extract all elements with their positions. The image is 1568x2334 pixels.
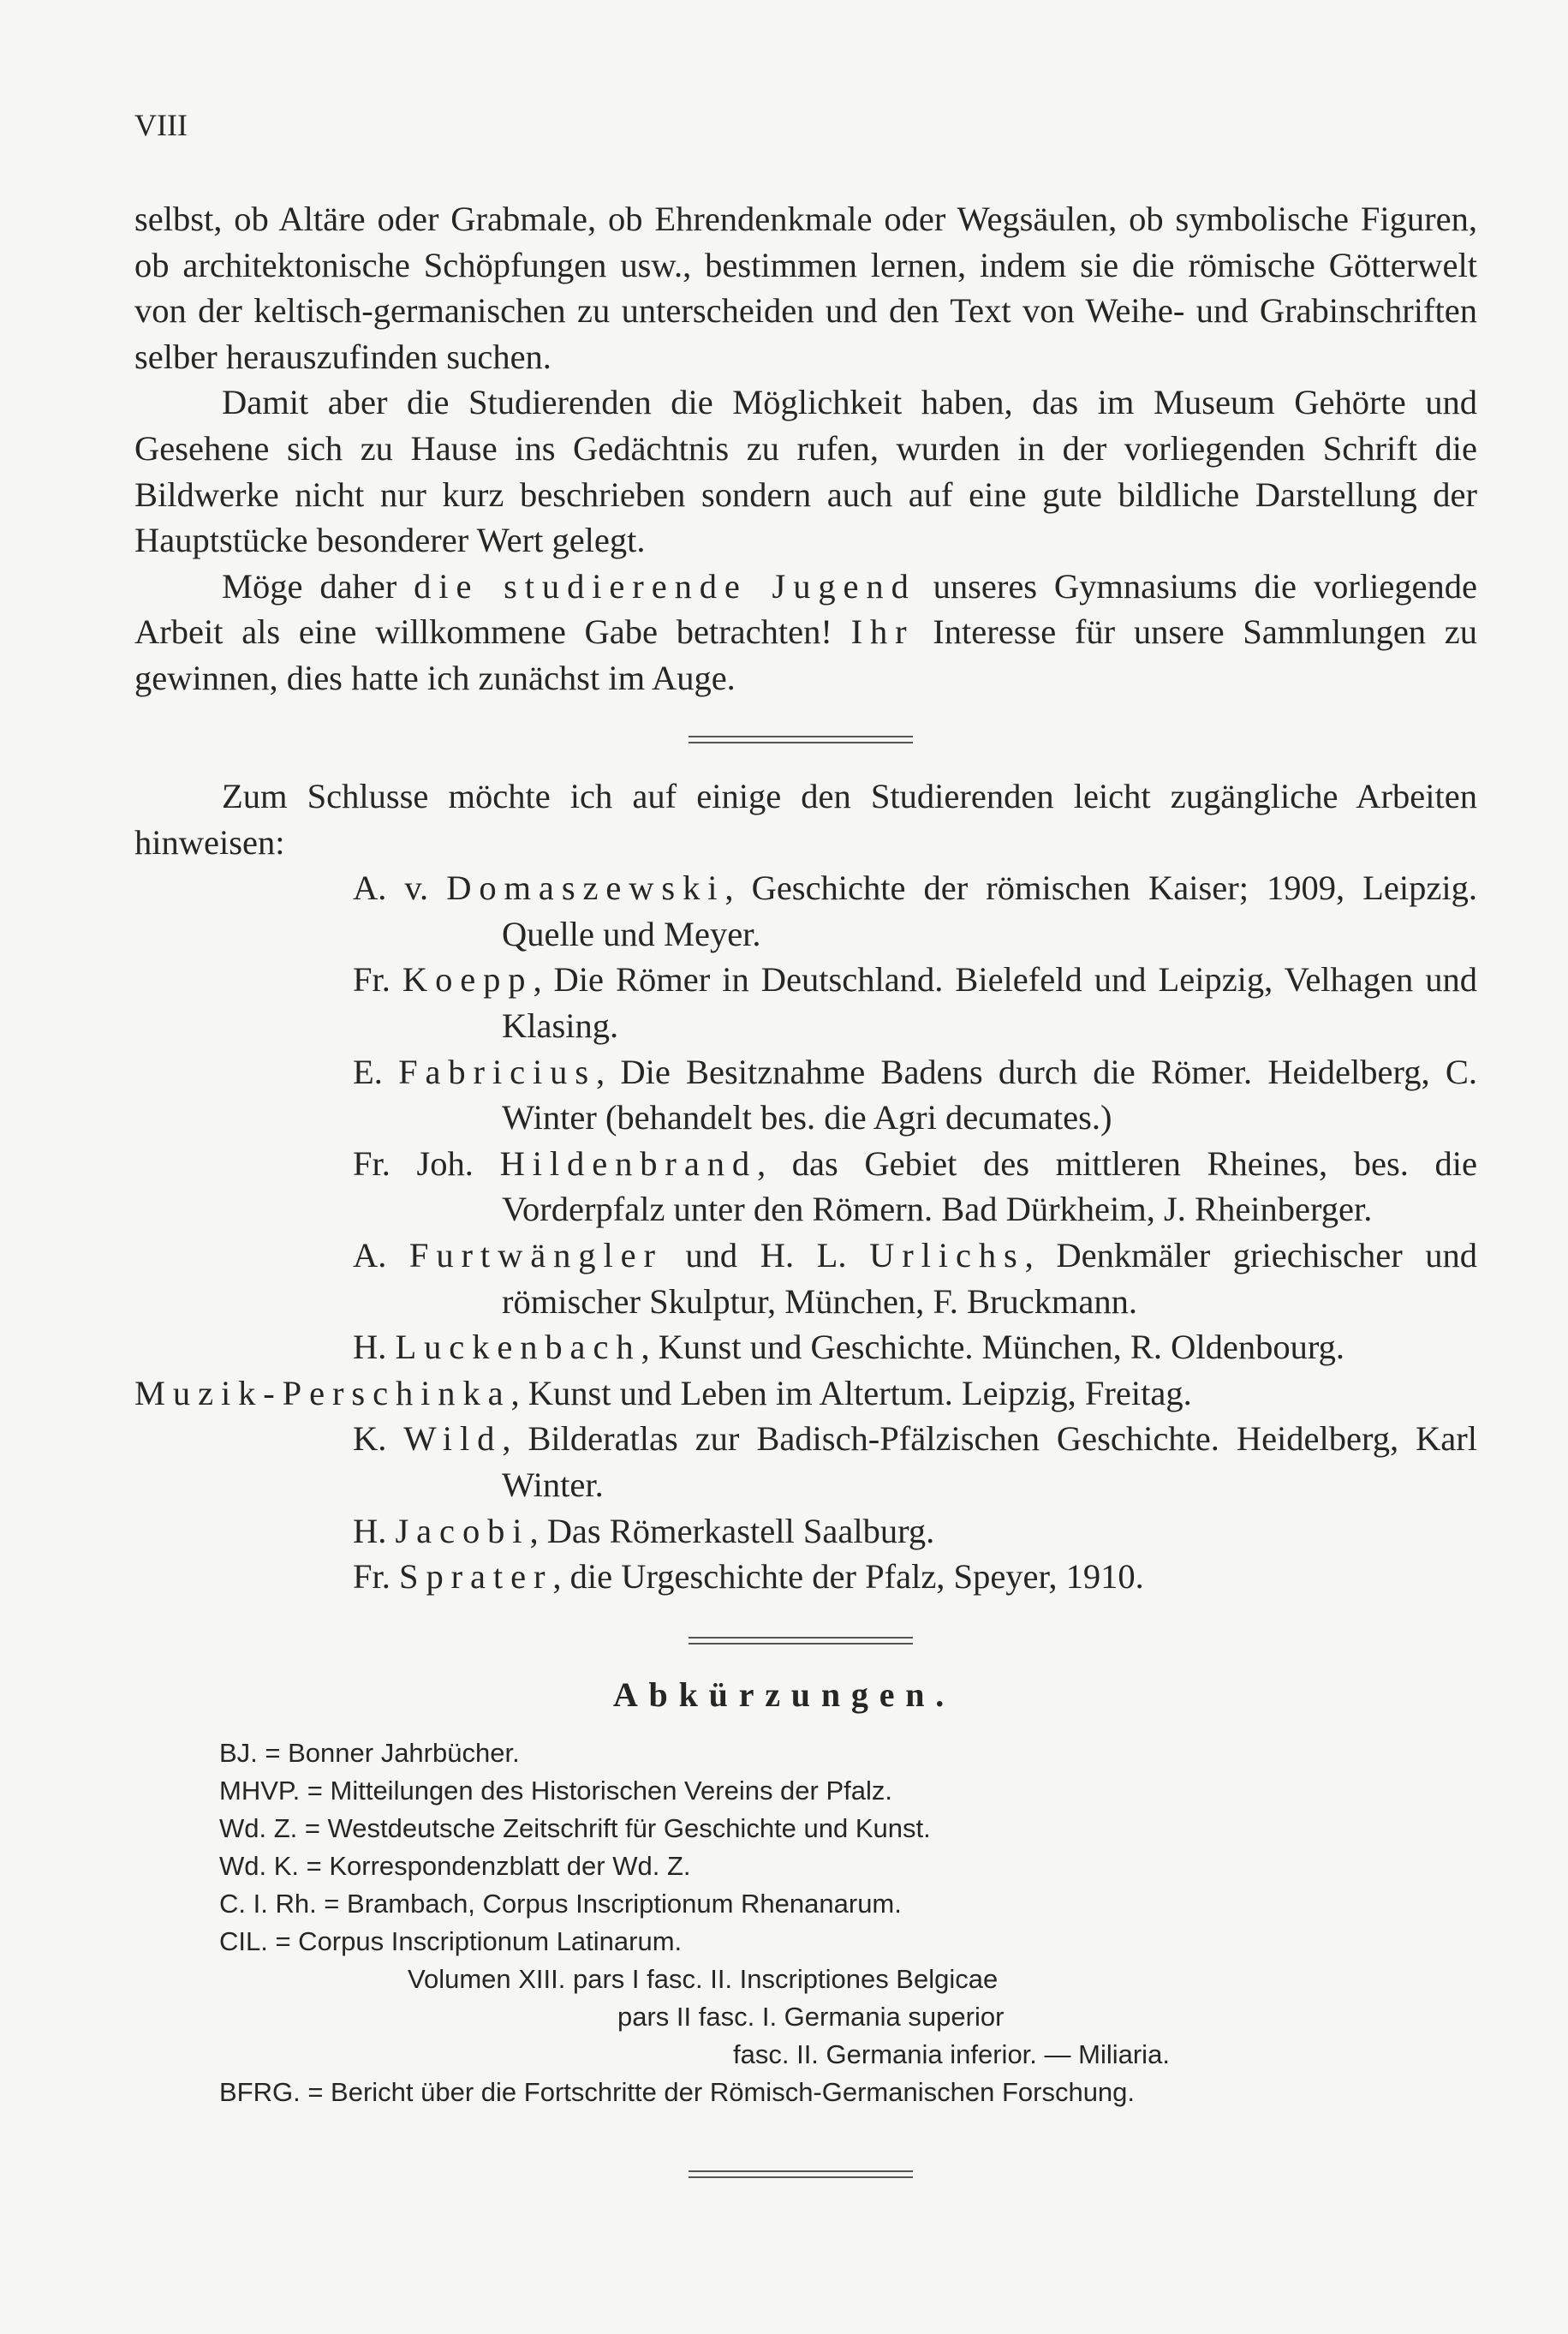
abbreviation-item: CIL. = Corpus Inscriptionum Latinarum. [219,1926,683,1956]
reference-item: E. Fabricius, Die Besitznahme Badens durch die Römer. Heidelberg, C. Winter (behandelt bes. die Agri decumates.) [353,1052,1477,1137]
reference-item: A. v. Domaszewski, Geschichte der römischen Kaiser; 1909, Leipzig. Quelle und Meyer. [353,869,1477,953]
section-divider [689,2170,913,2178]
reference-item: K. Wild, Bilderatlas zur Badisch-Pfälzischen Geschichte. Heidelberg, Karl Winter. [353,1419,1478,1504]
intro-text [134,196,1477,701]
cil-volume: pars II fasc. I. Germania superior [617,2002,1005,2032]
reference-item: H. Jacobi, Das Römerkastell Saalburg. [353,1511,935,1550]
reference-item: Muzik-Perschinka, Kunst und Leben im Altertum. Leipzig, Freitag. [134,1373,1192,1412]
section-divider [689,736,913,743]
page-number: VIII [134,108,188,142]
reference-item: Fr. Joh. Hildenbrand, das Gebiet des mittleren Rheines, bes. die Vorderpfalz unter den Römern. Bad Dürkheim, J. Rheinberger. [353,1143,1477,1229]
reference-item: Fr. Koepp, Die Römer in Deutschland. Bielefeld und Leipzig, Velhagen und Klasing. [353,960,1478,1045]
abbreviation-item: Wd. K. = Korrespondenzblatt der Wd. Z. [219,1851,691,1881]
abbreviation-item: BFRG. = Bericht über die Fortschritte der Römisch-Germanischen Forschung. [219,2077,1136,2107]
references [134,773,1477,1600]
abbreviations-heading: Abkürzungen. [612,1675,956,1714]
abbreviation-item: BJ. = Bonner Jahrbücher. [219,1738,520,1768]
abbreviation-item: MHVP. = Mitteilungen des Historischen Vereins der Pfalz. [219,1776,893,1806]
reference-item: H. Luckenbach, Kunst und Geschichte. München, R. Oldenbourg. [353,1328,1345,1367]
paragraph: Damit aber die Studierenden die Möglichkeit haben, das im Museum Gehörte und Gesehene sich zu Hause ins Gedächtnis zu rufen, wurden in der vorliegenden Schrift die Bildwerke nicht nur kurz beschrieben sondern auch auf eine gute bildliche Darstellung der Hauptstücke besonderer Wert gelegt. [134,383,1477,560]
abbreviation-item: Wd. Z. = Westdeutsche Zeitschrift für Geschichte und Kunst. [219,1813,931,1843]
abbreviation-item: C. I. Rh. = Brambach, Corpus Inscriptionum Rhenanarum. [219,1889,902,1919]
references-intro: Zum Schlusse möchte ich auf einige den Studierenden leicht zugängliche Arbeiten hinweisen: [134,777,1477,862]
reference-item: A. Furtwängler und H. L. Urlichs, Denkmäler griechischer und römischer Skulptur, München, F. Bruckmann. [353,1235,1477,1321]
cil-volume: fasc. II. Germania inferior. — Miliaria. [733,2039,1170,2069]
paragraph: selbst, ob Altäre oder Grabmale, ob Ehrendenkmale oder Wegsäulen, ob symbolische Figuren, ob architektonische Schöpfungen usw., bestimmen lernen, indem sie die römische Götterwelt von der keltisch-germanischen zu unterscheiden und den Text von Weihe- und Grabinschriften selber herauszufinden suchen. [134,200,1477,376]
section-divider [689,1637,913,1645]
abbreviations-list [219,1734,1170,2111]
closing-paragraph: Möge daher die studierende Jugend unseres Gymnasiums die vorliegende Arbeit als eine willkommene Gabe betrachten! Ihr Interesse für unsere Sammlungen zu gewinnen, dies hatte ich zunächst im Auge. [134,566,1477,697]
cil-volume: Volumen XIII. pars I fasc. II. Inscriptiones Belgicae [408,1964,999,1994]
reference-item: Fr. Sprater, die Urgeschichte der Pfalz, Speyer, 1910. [353,1557,1144,1597]
